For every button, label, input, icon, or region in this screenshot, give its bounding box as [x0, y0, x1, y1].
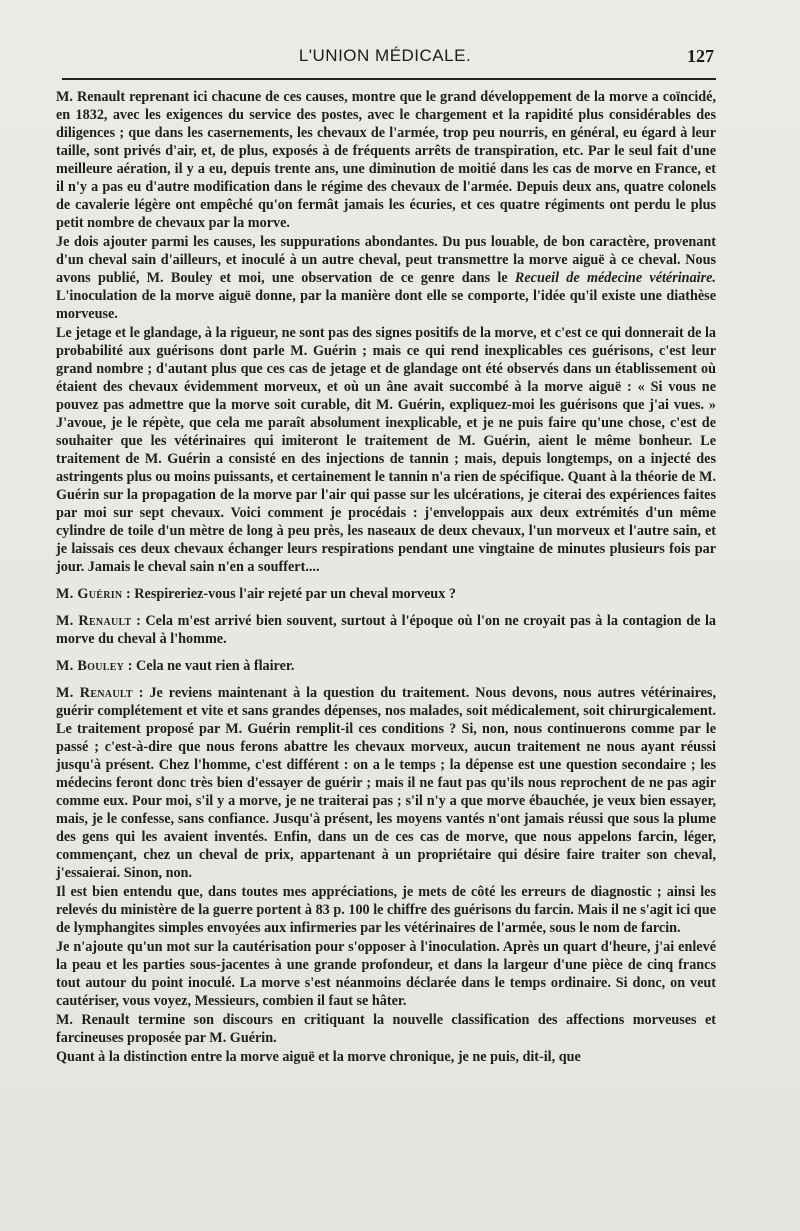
paragraph: [56, 324, 716, 576]
paragraph: [56, 938, 716, 1010]
paragraph: [56, 684, 716, 882]
page-header: [56, 46, 714, 72]
header-rule: [62, 78, 716, 80]
paragraph-text: : Cela m'est arrivé bien souvent, surtout à l'époque où l'on ne croyait pas à la contagion de la morve du cheval à l'homme.: [56, 613, 716, 647]
paragraph: [56, 585, 716, 603]
speaker-name: M. Bouley: [56, 658, 125, 674]
paragraph: [56, 1048, 716, 1066]
paragraph: [56, 88, 716, 232]
paragraph: [56, 233, 716, 323]
speaker-name: M. Renault: [56, 613, 132, 629]
paragraph-text: Je n'ajoute qu'un mot sur la cautérisation pour s'opposer à l'inoculation. Après un quart d'heure, j'ai enlevé la peau et les parties sous-jacentes à une grande profondeur, et dans la largeur d'une pièce de cinq francs tout autour du point inoculé. La morve s'est néanmoins déclarée dans le temps ordinaire. Si donc, on veut cautériser, vous voyez, Messieurs, combien il faut se hâter.: [56, 939, 716, 1009]
paragraph: [56, 883, 716, 937]
paragraph: [56, 612, 716, 648]
paragraph: [56, 1011, 716, 1047]
paragraph-text: Quant à la distinction entre la morve aiguë et la morve chronique, je ne puis, dit-il, que: [56, 1049, 581, 1065]
journal-title: Recueil de médecine vétérinaire.: [514, 270, 716, 286]
article-body: [56, 88, 716, 1067]
paragraph-text: : Cela ne vaut rien à flairer.: [124, 658, 295, 674]
page-number: 127: [687, 46, 714, 66]
speaker-name: M. Renault: [56, 685, 133, 701]
paragraph-text: Je dois ajouter parmi les causes, les suppurations abondantes. Du pus louable, de bon caractère, provenant d'un cheval sain d'ailleurs, et inoculé à un autre cheval, peut transmettre la morve aiguë à ce cheval. Nous avons publié, M. Bouley et moi, une observation de ce genre dans le: [56, 234, 716, 286]
paragraph-text: : Je reviens maintenant à la question du traitement. Nous devons, nous autres vétérinaires, guérir complétement et vite et sans grandes dépenses, nos malades, soit médicalement, soit chirurgicalement. Le traitement proposé par M. Guérin remplit-il ces conditions ? Si, non, nous continuerons comme par le passé ; c'est-à-dire que nous ferons abattre les chevaux morveux, aucun traitement ne nous ayant réussi jusqu'à présent. Chez l'homme, c'est différent : on a le temps ; la dépense est une question secondaire ; les médecins feront donc très bien d'essayer de guérir ; mais il ne faut pas qu'ils nous reprochent de ne pas agir comme eux. Pour moi, s'il y a morve, je ne traiterai pas ; s'il n'y a que morve ébauchée, je veux bien essayer, mais, je le confesse, sans confiance. Jusqu'à présent, les moyens vantés n'ont jamais réussi que sous la plume des gens qui les avaient inventés. Enfin, dans un de ces cas de morve, que nous appelons farcin, léger, commençant, chez un cheval de prix, appartenant à un propriétaire qui désire faire traiter son cheval, j'essaierai. Sinon, non.: [56, 685, 716, 881]
paragraph-text: M. Renault reprenant ici chacune de ces causes, montre que le grand développement de la morve a coïncidé, en 1832, avec les exigences du service des postes, avec le chargement et la rapidité plus considérables des diligences ; que dans les casernements, les chevaux de l'armée, trop peu nourris, en général, eu égard à leur taille, sont privés d'air, et, de plus, exposés à de fréquents arrêts de transpiration, etc. Par le seul fait d'une meilleure aération, il y a eu, depuis trente ans, une diminution de moitié dans les cas de morve en France, et il n'y a pas eu d'autre modification dans le régime des chevaux de l'armée. Depuis deux ans, quatre colonels de cavalerie légère ont empêché qu'on fermât jamais les écuries, et ces quatre régiments ont perdu le plus petit nombre de chevaux par la morve.: [56, 89, 716, 231]
paragraph-text: M. Renault termine son discours en critiquant la nouvelle classification des affections morveuses et farcineuses proposée par M. Guérin.: [56, 1012, 716, 1046]
paragraph-text: Il est bien entendu que, dans toutes mes appréciations, je mets de côté les erreurs de diagnostic ; ainsi les relevés du ministère de la guerre portent à 83 p. 100 le chiffre des guérisons du farcin. Mais il ne s'agit ici que de lymphangites simples envoyées aux infirmeries par les vétérinaires de l'armée, sous le nom de farcin.: [56, 884, 716, 936]
paragraph: [56, 657, 716, 675]
paragraph-text: : Respireriez-vous l'air rejeté par un cheval morveux ?: [122, 586, 456, 602]
paragraph-text: Le jetage et le glandage, à la rigueur, ne sont pas des signes positifs de la morve, et c'est ce qui donnerait de la probabilité aux guérisons dont parle M. Guérin ; mais ce qui rend inexplicables ces guérisons, c'est leur grand nombre ; d'autant plus que ces cas de jetage et de glandage ont été observés dans un établissement où étaient des chevaux évidemment morveux, et où un âne avait succombé à la morve aiguë : « Si vous ne pouvez pas admettre que la morve soit curable, dit M. Guérin, expliquez-moi les guérisons que j'ai vues. » J'avoue, je le répète, que cela me paraît absolument inexplicable, et je ne puis faire qu'une chose, c'est de souhaiter que les vétérinaires qui imiteront le traitement de M. Guérin, aient le même bonheur. Le traitement de M. Guérin a consisté en des injections de tannin ; mais, depuis longtemps, on a injecté des astringents plus ou moins puissants, et certainement le tannin n'a rien de spécifique. Quant à la théorie de M. Guérin sur la propagation de la morve par l'air qui passe sur les ulcérations, je citerai des expériences faites par moi sur sept chevaux. Voici comment je procédais : j'enveloppais aux deux extrémités d'un même cylindre de toile d'un mètre de long à peu près, les naseaux de deux chevaux, l'un morveux et l'autre sain, et je laissais ces deux chevaux échanger leurs respirations pendant une vingtaine de minutes plusieurs fois par jour. Jamais le cheval sain n'en a souffert....: [56, 325, 716, 575]
running-head: L'UNION MÉDICALE.: [298, 46, 472, 65]
speaker-name: M. Guérin: [56, 586, 123, 602]
paragraph-text: L'inoculation de la morve aiguë donne, par la manière dont elle se comporte, l'idée qu'il existe une diathèse morveuse.: [56, 288, 716, 322]
